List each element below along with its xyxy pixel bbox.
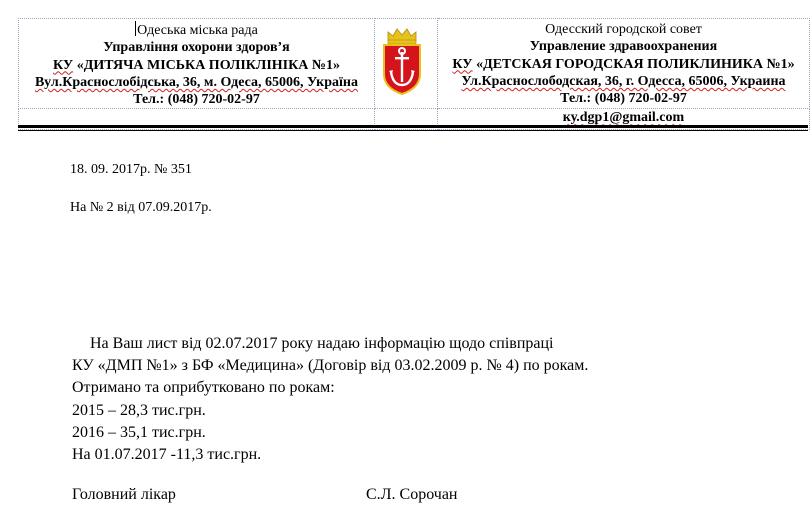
signatory-name: С.Л. Сорочан xyxy=(366,486,458,503)
letter-date-number: 18. 09. 2017р. № 351 xyxy=(70,162,192,177)
ru-council: Одесский городской совет xyxy=(545,22,702,37)
ru-org-name: «ДЕТСКАЯ ГОРОДСКАЯ ПОЛИКЛИНИКА №1» xyxy=(472,56,795,72)
letterhead xyxy=(18,18,808,128)
header-thin-rule xyxy=(18,130,808,131)
odesa-coat-of-arms-icon xyxy=(379,24,425,96)
text-cursor xyxy=(135,21,136,36)
header-thick-rule xyxy=(18,125,808,128)
ru-department: Управление здравоохранения xyxy=(529,39,718,55)
ua-department: Управління охорони здоров’я xyxy=(103,40,290,56)
ua-org-prefix: КУ xyxy=(53,57,74,73)
body-line: 2016 – 35,1 тис.грн. xyxy=(72,423,206,441)
ua-address: Вул.Краснослобідська, 36, м. Одеса, 65006, Україна xyxy=(35,74,358,90)
signatory-title: Головний лікар xyxy=(72,486,176,503)
letterhead-russian xyxy=(438,19,810,109)
letterhead-ukrainian xyxy=(19,19,375,109)
ru-email: ку.dgp1@gmail.com xyxy=(562,110,685,126)
ru-phone: Тел.: (048) 720-02-97 xyxy=(560,91,687,107)
letter-body xyxy=(72,333,588,466)
body-line: На Ваш лист від 02.07.2017 року надаю інформацію щодо співпраці xyxy=(90,335,554,352)
ru-org-prefix: КУ xyxy=(452,56,473,72)
ua-phone: Тел.: (048) 720-02-97 xyxy=(133,92,260,108)
ua-council: Одеська міська рада xyxy=(137,23,258,38)
body-line: КУ «ДМП №1» з БФ «Медицина» (Договір від 03.02.2009 р. № 4) по рокам. xyxy=(72,357,589,375)
body-line: 2015 – 28,3 тис.грн. xyxy=(72,401,206,419)
ua-org-name: «ДИТЯЧА МІСЬКА ПОЛІКЛІНІКА №1» xyxy=(73,57,340,73)
letter-reference: На № 2 від 07.09.2017р. xyxy=(70,200,212,215)
ru-address: Ул.Краснослободская, 36, г. Одесса, 65006, Украина xyxy=(461,73,786,89)
body-line: На 01.07.2017 -11,3 тис.грн. xyxy=(72,446,262,464)
body-line: Отримано та оприбутковано по рокам: xyxy=(72,379,335,397)
